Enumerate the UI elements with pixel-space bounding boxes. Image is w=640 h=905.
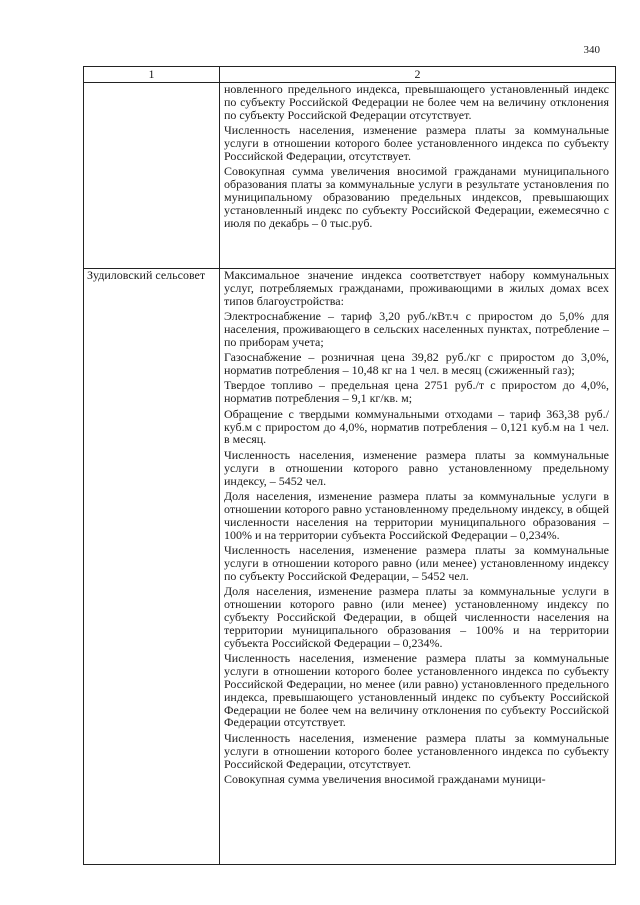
description-cell (220, 83, 616, 269)
paragraph: Максимальное значение индекса соответствует набору коммунальных услуг, потребляемых гражданами, проживающими в жилых домах всех типов благоустройства: (224, 268, 609, 308)
paragraph: Численность населения, изменение размера платы за коммунальные услуги в отношении которого более установленного индекса по субъекту Российской Федерации, отсутствует. (224, 730, 609, 771)
paragraph: Обращение с твердыми коммунальными отходами – тариф 363,38 руб./куб.м с приростом до 4,0%, норматив потребления – 0,121 куб.м на 1 чел. в месяц. (224, 406, 609, 447)
paragraph: Твердое топливо – предельная цена 2751 руб./т с приростом до 4,0%, норматив потребления – 9,1 кг/кв. м; (224, 378, 609, 406)
paragraph: Численность населения, изменение размера платы за коммунальные услуги в отношении которого равно (или менее) установленному индексу по субъекту Российской Федерации, – 5452 чел. (224, 542, 609, 583)
header-col-1: 1 (84, 67, 220, 83)
paragraph: Численность населения, изменение размера платы за коммунальные услуги в отношении которого более установленного индекса по субъекту Российской Федерации, но менее (или равно) установленного предельного индекса, превышающего установленный индекс по субъекту Российской Федерации не более чем на величину отклонения по субъекту Российской Федерации отсутствует. (224, 650, 609, 730)
municipality-cell (84, 269, 220, 865)
description-cell (220, 269, 616, 865)
paragraph: Электроснабжение – тариф 3,20 руб./кВт.ч с приростом до 5,0% для населения, проживающего в сельских населенных пунктах, потребление – по приборам учета; (224, 309, 609, 349)
paragraph: Газоснабжение – розничная цена 39,82 руб./кг с приростом до 3,0%, норматив потребления – 10,48 кг на 1 чел. в месяц (сжиженный газ); (224, 350, 609, 378)
paragraph: Численность населения, изменение размера платы за коммунальные услуги в отношении которого более установленного индекса по субъекту Российской Федерации, отсутствует. (224, 123, 609, 163)
page-number: 340 (583, 44, 600, 56)
table-header-row (84, 67, 616, 83)
header-col-2: 2 (220, 67, 616, 83)
paragraph: Совокупная сумма увеличения вносимой гражданами муници- (224, 771, 546, 786)
table-row (84, 269, 616, 865)
paragraph: Доля населения, изменение размера платы за коммунальные услуги в отношении которого равно установленному предельному индексу, в общей численности населения на территории муниципального образования – 100% и на территории субъекта Российской Федерации – 0,234%. (224, 488, 609, 542)
paragraph: новленного предельного индекса, превышающего установленный индекс по субъекту Российской Федерации не более чем на величину отклонения по субъекту Российской Федерации отсутствует. (224, 82, 609, 122)
table-row (84, 83, 616, 269)
municipality-cell (84, 83, 220, 269)
paragraph: Совокупная сумма увеличения вносимой гражданами муниципального образования платы за коммунальные услуги в результате установления по муниципальному образованию предельных индексов, превышающих установленный индекс по субъекту Российской Федерации, ежемесячно с июля по декабрь – 0 тыс.руб. (224, 164, 609, 230)
paragraph: Численность населения, изменение размера платы за коммунальные услуги в отношении которого равно установленному предельному индексу, – 5452 чел. (224, 447, 609, 488)
municipality-name: Зудиловский сельсовет (87, 268, 206, 282)
document-table (83, 66, 616, 865)
paragraph: Доля населения, изменение размера платы за коммунальные услуги в отношении которого равно (или менее) установленному индексу по субъекту Российской Федерации, в общей численности населения на территории муниципального образования – 100% и на территории субъекта Российской Федерации – 0,234%. (224, 583, 609, 650)
